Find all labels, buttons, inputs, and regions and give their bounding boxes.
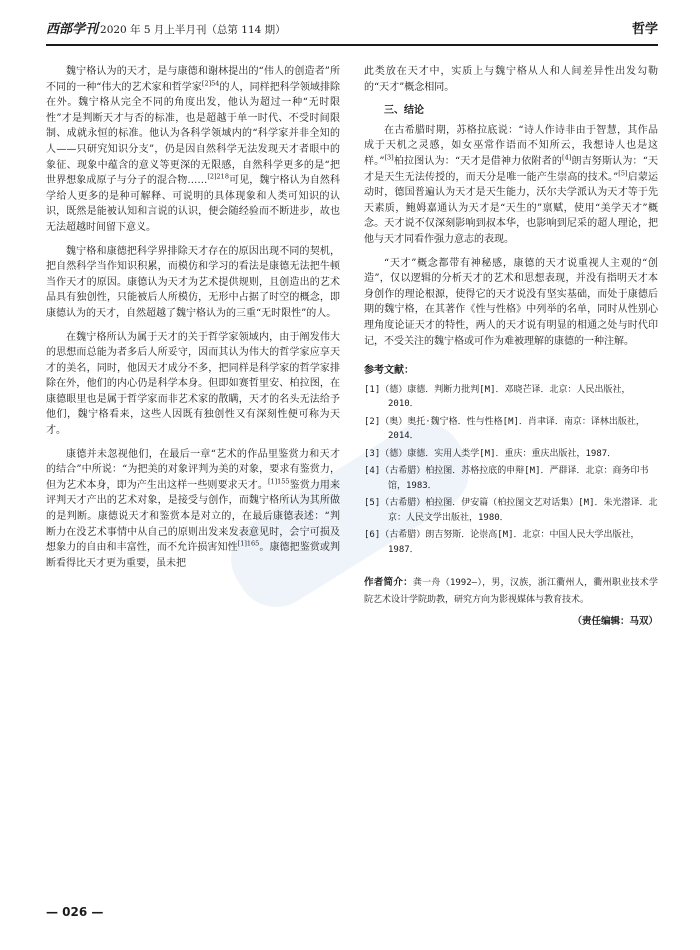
responsible-editor: （责任编辑：马双） (572, 616, 658, 628)
author-text: 龚一舟（1992—），男，汉族，浙江衢州人，衢州职业技术学院艺术设计学院助教，研究方向为影视媒体与教育技术。 (364, 578, 658, 605)
left-column (46, 64, 340, 579)
citation: [1]165 (237, 539, 260, 548)
paragraph: 在古希腊时期，苏格拉底说：“诗人作诗非由于智慧，其作品成于天机之灵感，如女巫常作语而不知所云，我想诗人也是这样。”[3]柏拉图认为：“天才是借神力依附者的[4]朗吉努斯认为：“天才是天生无法传授的，而天分是唯一能产生崇高的技术。”[5]启蒙运动时，德国普遍认为天才是天生能力，沃尔夫学派认为天才等于先天素质，鲍姆嘉通认为天才是“天生的”禀赋，使用“美学天才”概念。天才说不仅深刻影响到叔本华，也影响到尼采的超人理论，把他与天才同看作强力意志的表现。 (364, 124, 658, 245)
citation: [2]218 (207, 172, 229, 181)
paragraph: 康德并未忽视他们，在最后一章“艺术的作品里鉴赏力和天才的结合”中所说：“为把美的对象评判为美的对象，要求有鉴赏力，但为艺术本身，即为产生出这样一些则要求天才。$^{[1]155}$鉴赏力用来评判天才产出的艺术对象，是接受与创作，而魏宁格所认为其所做的是判断。康德说天才和鉴赏本是对立的，在最后康德表述：“判断力在没艺术事情中从自己的原则出发来发表意见时，会宁可损及想象力的自由和丰富性，而不允许损害知性$^{[1]165}$。康德把鉴赏或判断看得比天才更为重要，虽未把 (46, 448, 341, 569)
citation: [4] (562, 153, 572, 162)
citation: [2]54 (201, 79, 220, 88)
reference-list (364, 383, 658, 558)
paragraph: 魏宁格和康德把科学界排除天才存在的原因出现不同的契机，把自然科学当作知识积累，而模仿和学习的看法是康德无法把牛顿当作天才的原因。康德认为天才为艺术提供规则，且创造出的艺术品具有独创性，只能被后人所模仿，无形中占据了时空的概念，即康德认为的天才，自然超越了魏宁格认为的三重“无时限性”的人。 (46, 245, 340, 319)
author-bio (364, 575, 658, 608)
reference-item: [1]（德）康德．判断力批判[M]．邓晓芒译．北京：人民出版社，2010． (364, 384, 631, 410)
citation: [1]155 (267, 477, 290, 486)
running-header (46, 20, 658, 42)
citation: [5] (618, 169, 628, 178)
author-label: 作者简介： (364, 577, 413, 589)
reference-item: [2]（奥）奥托·魏宁格．性与性格[M]．肖聿译．南京：译林出版社，2014． (364, 416, 645, 442)
paragraph: “天才”概念都带有神秘感，康德的天才说重视人主观的“创造”，仅以逻辑的分析天才的艺术和思想表现，并没有指明天才本身创作的理论根源，使得它的天才说没有坚实基础，而处于康德后期的魏宁格，在其著作《性与性格》中列举的名单，同时从性别心理角度论证天才的特性，两人的天才说有明显的相通之处与时代印记，不受关注的魏宁格或可作为难被理解的康德的一种注解。 (364, 257, 658, 347)
page-number: — 026 — (46, 905, 104, 919)
paragraph: 在魏宁格所认为属于天才的关于哲学家领域内，由于阐发伟大的思想而总能为者多后人所妥守，因而其认为伟大的哲学家应享天才的美名，同时，他因天才成分不多，把同样是科学家的哲学家排除在外，他们的内心仍是科学本身。但即如赛哲里安、柏拉图，在康德眼里也是属于哲学家而非艺术家的散瞒，天才的名头无法给予他们，魏宁格看来，这些人因既有独创性又有深刻性便可称为天才。 (46, 331, 340, 437)
section-heading: 三、结论 (384, 105, 424, 117)
reference-item: [6]（古希腊）朗吉努斯．论崇高[M]．北京：中国人民大学出版社，1987． (364, 530, 640, 555)
reference-item: [3]（德）康德．实用人类学[M]．重庆：重庆出版社，1987． (364, 448, 617, 459)
journal-name: 西部学刊 (46, 22, 99, 37)
citation: [3] (384, 153, 394, 162)
reference-item: [4]（古希腊）柏拉图．苏格拉底的申辩[M]．严群译．北京：商务印书馆，1983． (364, 466, 649, 491)
issue-info: 2020 年 5 月上半月刊（总第 114 期） (100, 24, 286, 36)
header-rule (46, 44, 658, 46)
section-label: 哲学 (631, 22, 658, 37)
reference-item: [5]（古希腊）柏拉图．伊安篇（柏拉图文艺对话集）[M]．朱光潜译．北京：人民文学出版社，1980． (364, 498, 658, 523)
right-column (364, 64, 658, 630)
references-title: 参考文献： (364, 365, 414, 377)
paragraph: 魏宁格认为的天才，是与康德和谢林提出的“伟人的创造者”所不同的一种“伟大的艺术家和哲学家$^{[2]54}$的人，同样把科学领域排除在外。魏宁格从完全不同的角度出发，他认为超过一种“无时限性”才是判断天才与否的标准，也是超越于单一时代、不受时间限制、成就永恒的标准。他认为各科学领域内的“科学家并非全知的人——只研究知识分支”，仍是因自然科学无法发现天才者眼中的象征、现象中蕴含的意义等更深的无限感，自然科学更多的是“把世界想象成原子与分子的混合物……$^{[2]218}$可见，魏宁格认为自然科学给人更多的是种可解释、可说明的具体现象和人类可知识的认识，既然是能被认知和言说的认识，便会随经验而不断进步，故也无法超越时间留下意义。 (46, 66, 341, 233)
paragraph: 此类放在天才中，实质上与魏宁格从人和人间差异性出发勾勒的“天才”概念相同。 (364, 66, 658, 93)
